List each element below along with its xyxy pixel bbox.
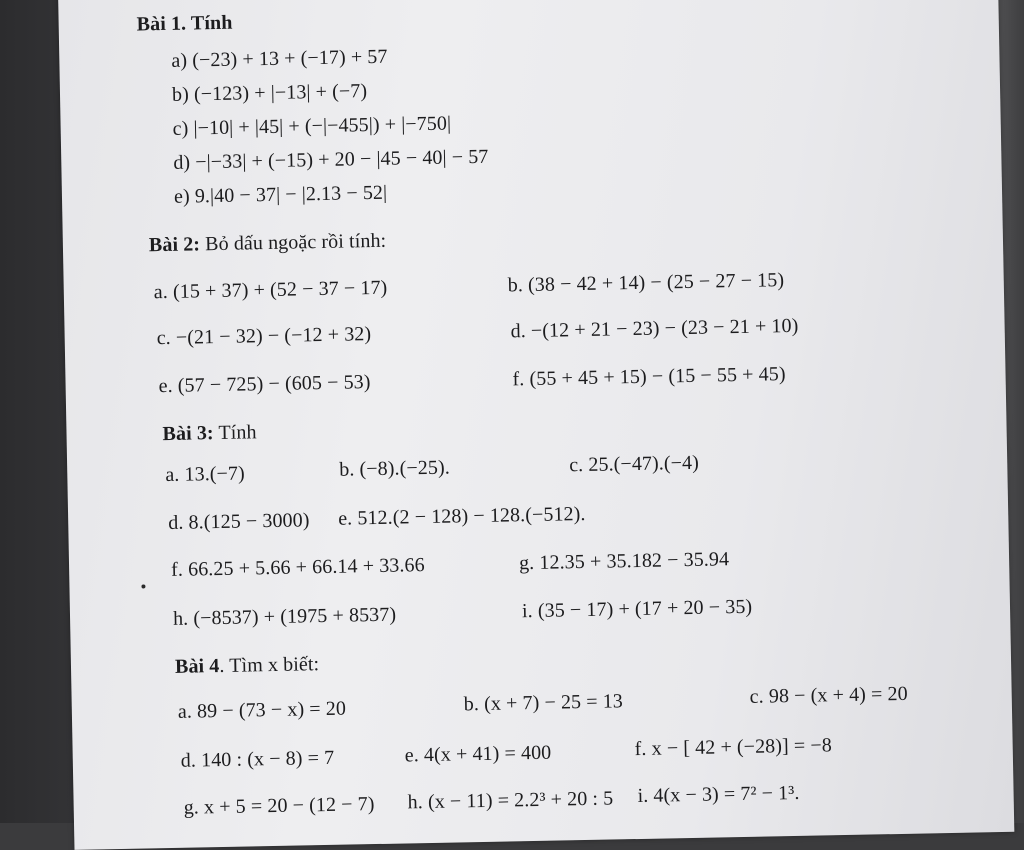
bai4-item-e: e. 4(x + 41) = 400 [404,741,552,767]
bai3-item-f: f. 66.25 + 5.66 + 66.14 + 33.66 [170,554,425,581]
bai3-item-b: b. (−8).(−25). [339,456,451,481]
bai4-item-c: c. 98 − (x + 4) = 20 [749,682,908,708]
bai1-item-a: a) (−23) + 13 + (−17) + 57 [171,45,388,72]
bai2-subtitle: Bỏ dấu ngoặc rồi tính: [204,229,387,256]
bai3-item-a: a. 13.(−7) [165,462,246,487]
bai3-item-g: g. 12.35 + 35.182 − 35.94 [518,548,730,575]
bai3-header [162,421,257,446]
bai4-item-h: h. (x − 11) = 2.2³ + 20 : 5 [407,787,614,814]
bai2-item-f: f. (55 + 45 + 15) − (15 − 55 + 45) [512,363,786,391]
bai2-title: Bài 2: [148,233,201,257]
bai2-item-d: d. −(12 + 21 − 23) − (23 − 21 + 10) [510,314,799,343]
bai1-item-d: d) −|−33| + (−15) + 20 − |45 − 40| − 57 [173,145,489,174]
bai3-item-e: e. 512.(2 − 128) − 128.(−512). [337,502,586,530]
bai3-item-i: i. (35 − 17) + (17 + 20 − 35) [521,595,753,623]
bai4-item-b: b. (x + 7) − 25 = 13 [463,690,624,716]
bai3-item-d: d. 8.(125 − 3000) [168,509,310,534]
bai3-item-c: c. 25.(−47).(−4) [569,451,700,477]
bai1-item-e: e) 9.|40 − 37| − |2.13 − 52| [173,181,388,208]
bai2-item-c: c. −(21 − 32) − (−12 + 32) [156,323,372,350]
bai4-item-a: a. 89 − (73 − x) = 20 [177,697,347,723]
bai1-title: Bài 1. Tính [136,11,233,36]
bai3-item-h: h. (−8537) + (1975 + 8537) [172,603,397,630]
bai4-subtitle: . Tìm x biết: [219,653,320,678]
worksheet-paper [58,0,1014,850]
bai4-item-g: g. x + 5 = 20 − (12 − 7) [183,793,375,819]
bai2-item-b: b. (38 − 42 + 14) − (25 − 27 − 15) [507,269,785,297]
bai4-item-i: i. 4(x − 3) = 7² − 1³. [637,781,800,808]
bai2-item-a: a. (15 + 37) + (52 − 37 − 17) [153,276,388,304]
bai3-subtitle: Tính [218,421,257,444]
bai2-header [149,230,387,258]
bai4-item-f: f. x − [ 42 + (−28)] = −8 [634,734,833,761]
stray-ink-dot [141,584,145,588]
bai4-title: Bài 4 [174,655,220,678]
bai1-item-c: c) |−10| + |45| + (−|−455|) + |−750| [172,112,452,140]
bai4-item-d: d. 140 : (x − 8) = 7 [180,746,335,772]
bai2-item-e: e. (57 − 725) − (605 − 53) [158,371,371,398]
bai1-item-b: b) (−123) + |−13| + (−7) [171,80,368,106]
bai3-title: Bài 3: [162,422,214,446]
bai4-header [175,653,320,679]
